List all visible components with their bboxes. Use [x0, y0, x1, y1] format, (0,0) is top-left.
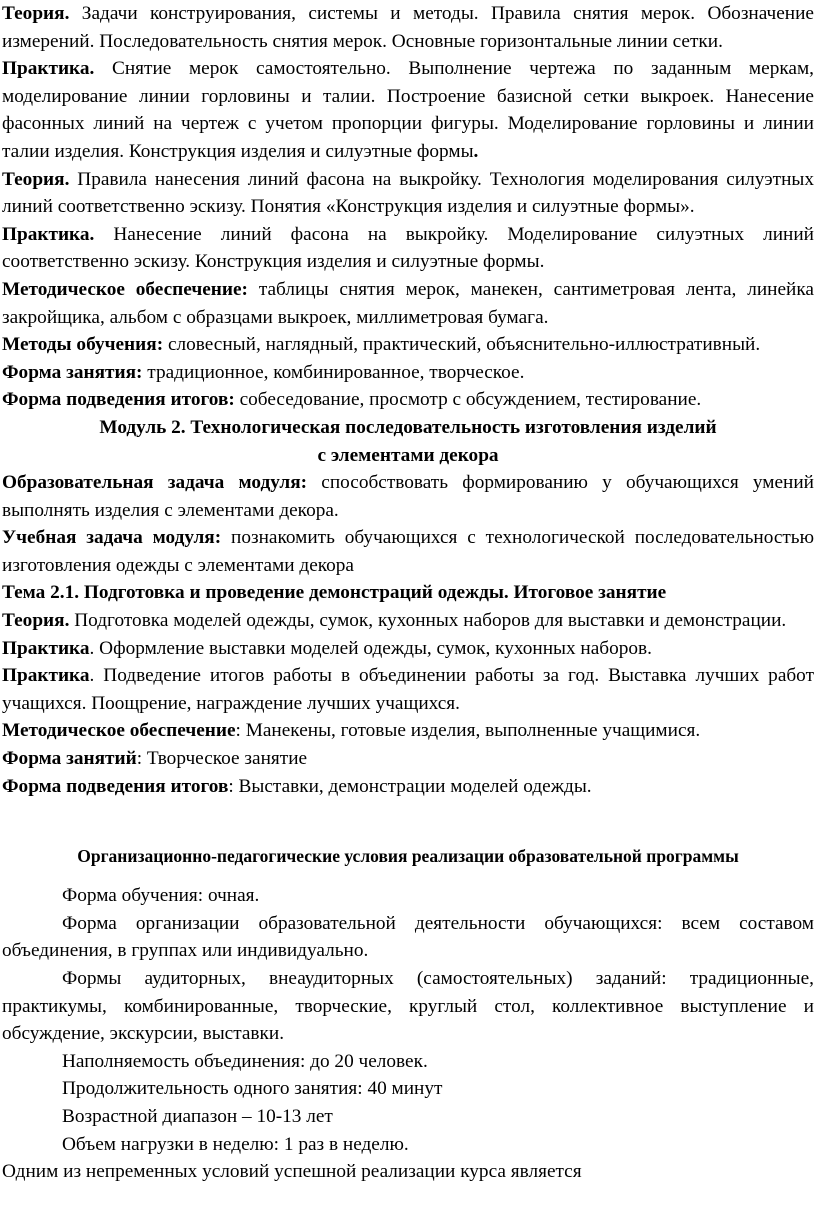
condition-organization-form: Форма организации образовательной деятельности обучающихся: всем составом объединения, в группах или индивидуально. — [2, 912, 814, 962]
label-theory: Теория. — [2, 610, 70, 632]
paragraph-text: традиционное, комбинированное, творческое. — [142, 361, 525, 383]
paragraph-theory-1 — [2, 0, 814, 55]
label-results-form: Форма подведения итогов: — [2, 389, 235, 411]
paragraph-teaching-methods — [2, 331, 814, 359]
module-title-line-1: Модуль 2. Технологическая последовательность изготовления изделий — [99, 416, 717, 438]
paragraph-lessons-form — [2, 745, 814, 773]
document-page — [2, 0, 814, 1186]
label-results-form: Форма подведения итогов — [2, 775, 229, 797]
label-theory: Теория. — [2, 168, 70, 190]
paragraph-text: собеседование, просмотр с обсуждением, тестирование. — [234, 389, 702, 411]
paragraph-methodical-support-2 — [2, 717, 814, 745]
module-title-line-2: с элементами декора — [317, 444, 499, 466]
condition-lesson-duration: Продолжительность одного занятия: 40 минут — [62, 1078, 443, 1100]
label-learning-task: Учебная задача модуля: — [2, 527, 222, 549]
paragraph-text: : Манекены, готовые изделия, выполненные учащимися. — [235, 720, 701, 742]
paragraph-practice-3 — [2, 635, 814, 663]
condition-study-form: Форма обучения: очная. — [62, 885, 260, 907]
paragraph-text: познакомить обучающихся с технологической последовательностью изготовления одежды с элементами декора — [2, 527, 814, 576]
paragraph-lesson-form — [2, 359, 814, 387]
paragraph-text: Нанесение линий фасона на выкройку. Моделирование силуэтных линий соответственно эскизу. Конструкция изделия и силуэтные формы. — [2, 223, 814, 273]
paragraph-practice-4 — [2, 662, 814, 717]
paragraph-educational-task — [2, 469, 814, 524]
paragraph-text: . Подведение итогов работы в объединении работы за год. Выставка лучших работ учащихся. Поощрение, награждение лучших учащихся. — [2, 665, 814, 714]
paragraph-text: Снятие мерок самостоятельно. Выполнение чертежа по заданным меркам, моделирование линии горловины и талии. Построение базисной сетки выкроек. Нанесение фасонных линий на чертеж с учетом пропорции фигуры. Моделирование горловины и линии талии изделия. Конструкция изделия и силуэтные формы — [2, 58, 814, 162]
title-spacer — [2, 869, 814, 882]
label-theory: Теория. — [2, 3, 70, 24]
label-practice: Практика. — [2, 223, 95, 245]
label-teaching-methods: Методы обучения: — [2, 334, 164, 356]
paragraph-results-form — [2, 386, 814, 414]
paragraph-text: Подготовка моделей одежды, сумок, кухонных наборов для выставки и демонстрации. — [69, 610, 787, 632]
condition-weekly-load: Объем нагрузки в неделю: 1 раз в неделю. — [62, 1133, 409, 1155]
paragraph-text: : Выставки, демонстрации моделей одежды. — [228, 775, 592, 797]
label-practice: Практика. — [2, 58, 95, 80]
paragraph-practice-1 — [2, 55, 814, 165]
paragraph-text: способствовать формированию у обучающихся умений выполнять изделия с элементами декора. — [2, 472, 814, 521]
paragraph-learning-task — [2, 524, 814, 579]
label-practice: Практика — [2, 637, 90, 659]
paragraph-results-form-2 — [2, 773, 814, 801]
label-educational-task: Образовательная задача модуля: — [2, 472, 308, 494]
paragraph-text: . Оформление выставки моделей одежды, сумок, кухонных наборов. — [89, 637, 652, 659]
label-lessons-form: Форма занятий — [2, 748, 137, 770]
section-spacer — [2, 800, 814, 844]
label-methodical-support: Методическое обеспечение: — [2, 278, 248, 300]
paragraph-theory-2 — [2, 166, 814, 221]
conditions-title: Организационно-педагогические условия реализации образовательной программы — [77, 846, 739, 867]
condition-age-range: Возрастной диапазон – 10-13 лет — [62, 1105, 333, 1127]
paragraph-methodical-support — [2, 276, 814, 331]
condition-group-size: Наполняемость объединения: до 20 человек. — [62, 1050, 428, 1072]
paragraph-success-conditions: Одним из непременных условий успешной реализации курса является — [2, 1161, 582, 1183]
paragraph-text: Задачи конструирования, системы и методы. Правила снятия мерок. Обозначение измерений. Последовательность снятия мерок. Основные горизонтальные линии сетки. — [2, 3, 814, 52]
paragraph-text: словесный, наглядный, практический, объяснительно-иллюстративный. — [163, 334, 761, 356]
topic-heading: Тема 2.1. Подготовка и проведение демонстраций одежды. Итоговое занятие — [2, 582, 667, 604]
paragraph-tail: . — [473, 140, 479, 162]
paragraph-theory-3 — [2, 607, 814, 635]
paragraph-text: таблицы снятия мерок, манекен, сантиметровая лента, линейка закройщика, альбом с образцами выкроек, миллиметровая бумага. — [2, 278, 814, 328]
paragraph-text: : Творческое занятие — [136, 748, 308, 770]
paragraph-text: Правила нанесения линий фасона на выкройку. Технология моделирования силуэтных линий соответственно эскизу. Понятия «Конструкция изделия и силуэтные формы». — [2, 168, 814, 218]
label-methodical-support: Методическое обеспечение — [2, 720, 236, 742]
condition-task-forms: Формы аудиторных, внеаудиторных (самостоятельных) заданий: традиционные, практикумы, комбинированные, творческие, круглый стол, коллективное выступление и обсуждение, экскурсии, выставки. — [2, 968, 814, 1045]
label-lesson-form: Форма занятия: — [2, 361, 143, 383]
label-practice: Практика — [2, 665, 90, 687]
paragraph-practice-2 — [2, 221, 814, 276]
